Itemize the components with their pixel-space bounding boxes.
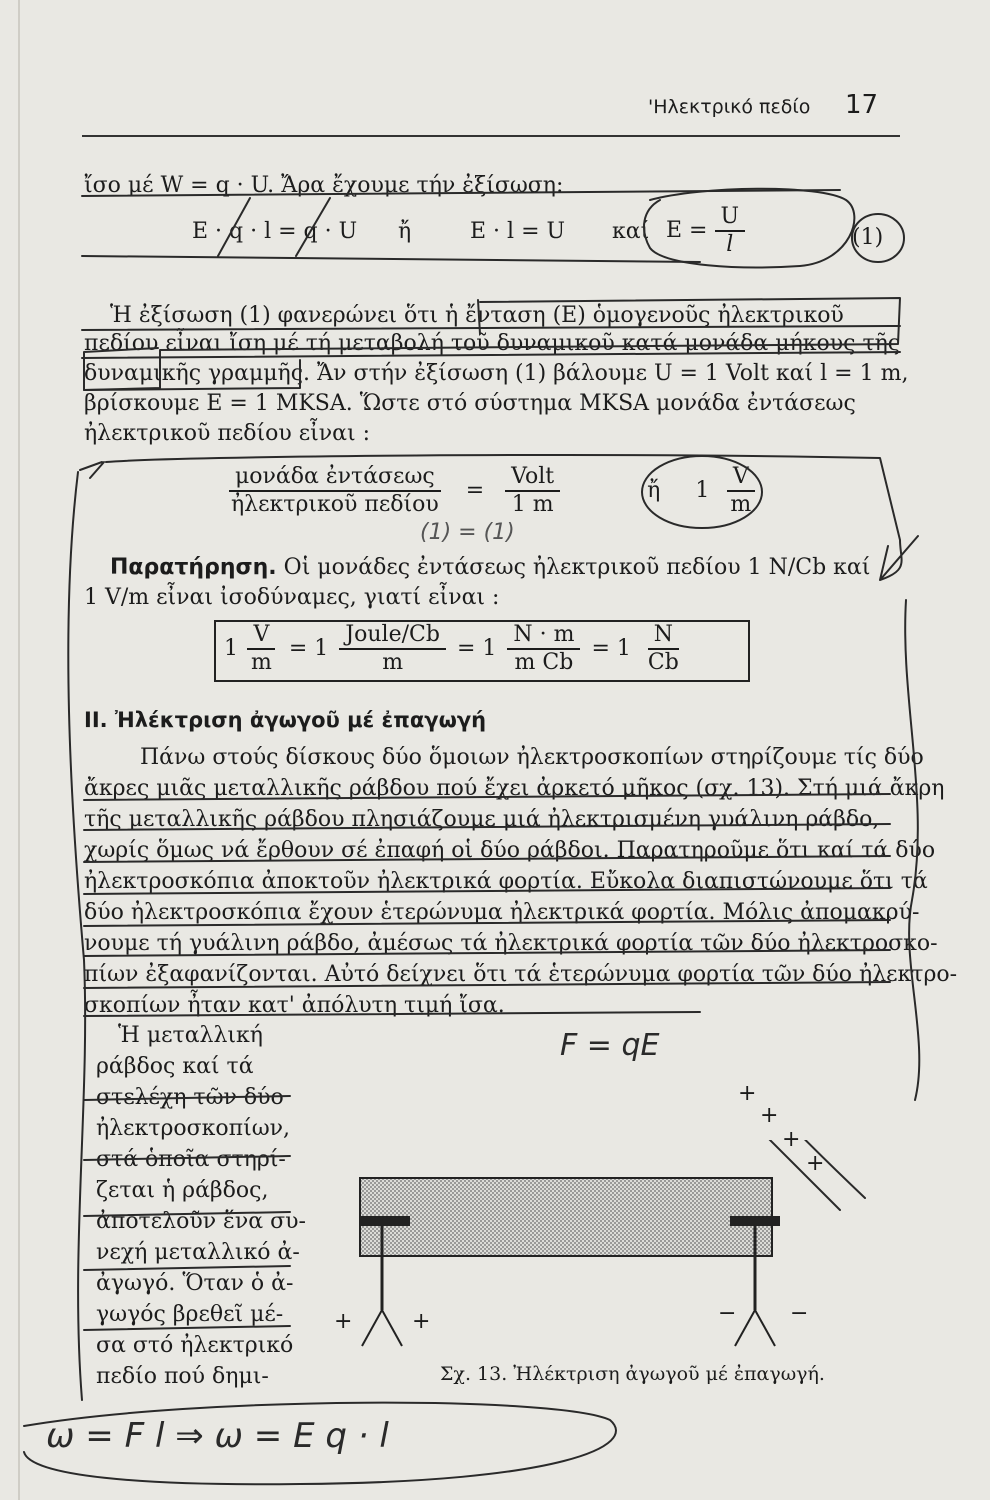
unit-frac-one: 1 <box>695 478 710 503</box>
unit-frac-volt-num: Volt <box>505 464 560 492</box>
definition-box <box>84 298 900 390</box>
para1-line3: δυναμικῆς γραμμῆς. Ἄν στήν ἐξίσωση (1) βάλουμε U = 1 Volt καί l = 1 m, <box>84 361 909 386</box>
eq2-f3n: N · m <box>507 622 580 650</box>
eq2-f3d: m Cb <box>514 650 574 675</box>
para1-line2: πεδίου εἶναι ἴση μέ τή μεταβολή τοῦ δυναμικοῦ κατά μονάδα μήκους τῆς <box>84 331 901 356</box>
unit-frac-eq: = <box>465 478 485 503</box>
para3-line: πεδίο πού δημι- <box>96 1364 269 1389</box>
para1-line1: Ἡ ἐξίσωση (1) φανερώνει ὅτι ἡ ἔνταση (E) ὁμογενοῦς ἠλεκτρικοῦ <box>110 303 844 328</box>
para3-underlines <box>84 1096 290 1330</box>
equation1-part1: E · q · l = q · U <box>192 219 358 244</box>
equation-underlines <box>82 190 840 262</box>
eq2-f4n: N <box>648 622 679 650</box>
right-minus-sign-2: − <box>790 1301 809 1326</box>
para3-line: γωγός βρεθεῖ μέ- <box>96 1302 284 1327</box>
para3-line: ἠλεκτροσκοπίων, <box>96 1116 291 1141</box>
para2-line: ἠλεκτροσκόπια ἀποκτοῦν ἠλεκτρικά φορτία. Εὔκολα διαπιστώνουμε ὅτι τά <box>84 869 928 894</box>
eq2-f2n: Joule/Cb <box>339 622 446 650</box>
para2-line: χωρίς ὅμως νά ἔρθουν σέ ἐπαφή οἱ δύο ράβδοι. Παρατηροῦμε ὅτι καί τά δύο <box>84 838 936 863</box>
equation1-and: καί <box>612 219 650 244</box>
handwritten-margin-note: (1) = (1) <box>420 520 515 545</box>
left-arrow <box>80 462 104 478</box>
definition-box-end <box>84 360 300 390</box>
left-plus-sign-2: + <box>412 1309 431 1334</box>
unit-frac-num: μονάδα ἐντάσεως <box>229 464 441 492</box>
equation1-part2: E · l = U <box>470 219 566 244</box>
page-number: 17 <box>845 90 879 120</box>
para1-underlines <box>82 326 900 358</box>
strike-q-right <box>296 198 330 256</box>
handwritten-bottom-formula: ω = F l ⇒ ω = E q · l <box>46 1416 389 1456</box>
para3-line: Ἡ μεταλλική <box>118 1023 263 1048</box>
para2-line: νουμε τή γυάλινη ράβδο, ἀμέσως τά ἠλεκτρικά φορτία τῶν δύο ἠλεκτροσκο- <box>84 931 938 956</box>
equation1-label: (1) <box>852 225 884 250</box>
figure-caption: Σχ. 13. Ἠλέκτριση ἀγωγοῦ μέ ἐπαγωγή. <box>440 1363 825 1385</box>
handwritten-inline-formula: F = qE <box>560 1028 660 1063</box>
eq2-f1n: V <box>247 622 275 650</box>
para2-underlines <box>84 794 890 1016</box>
rod-plus-4: + <box>806 1151 825 1176</box>
right-minus-sign: − <box>718 1301 737 1326</box>
right-curve-arrow <box>106 455 918 580</box>
eq2-f2d: m <box>382 650 404 675</box>
running-header: 'Ηλεκτρικό πεδίο <box>648 96 811 118</box>
para2-line: ἄκρες μιᾶς μεταλλικῆς ράβδου πού ἔχει ἀρκετό μῆκος (σχ. 13). Στή μιά ἄκρη <box>84 776 945 801</box>
eq2-eq3: = 1 <box>591 636 631 661</box>
circle-label-1 <box>852 214 904 262</box>
unit-frac-or: ἤ <box>647 478 661 503</box>
remark-line2: 1 V/m εἶναι ἰσοδύναμες, γιατί εἶναι : <box>84 585 500 610</box>
circle-v-over-m <box>642 456 762 528</box>
left-margin-loop <box>68 472 85 1400</box>
strike-q-left <box>218 198 250 256</box>
para3-line: σα στό ἠλεκτρικό <box>96 1333 294 1358</box>
para2-line: τῆς μεταλλικῆς ράβδου πλησιάζουμε μιά ἠλεκτρισμένη γυάλινη ράβδο, <box>84 807 880 832</box>
eq2-one: 1 <box>224 636 238 661</box>
para3-line: στά ὁποῖα στηρί- <box>96 1147 286 1172</box>
remark-text1: Οἱ μονάδες ἐντάσεως ἠλεκτρικοῦ πεδίου 1 N/Cb καί <box>283 555 871 580</box>
para1-line4: βρίσκουμε E = 1 MKSA. Ὥστε στό σύστημα MKSA μονάδα ἐντάσεως <box>84 391 856 416</box>
eq2-f1d: m <box>251 650 272 675</box>
section-title: ΙΙ. Ἠλέκτριση ἀγωγοῦ μέ ἐπαγωγή <box>84 708 487 732</box>
eq2-eq2: = 1 <box>456 636 497 661</box>
unit-frac-den: ἠλεκτρικοῦ πεδίου <box>231 492 439 517</box>
eq2-f4d: Cb <box>647 650 679 675</box>
equation1-or: ἤ <box>398 219 412 244</box>
rod-plus-1: + <box>738 1081 757 1106</box>
para3-line: στελέχη τῶν δύο <box>96 1085 284 1110</box>
unit-frac-v: V <box>727 464 755 492</box>
para3-line: νεχή μεταλλικό ἀ- <box>96 1240 300 1265</box>
para2-line: δύο ἠλεκτροσκόπια ἔχουν ἑτερώνυμα ἠλεκτρικά φορτία. Μόλις ἀπομακρύ- <box>84 900 920 925</box>
equation1-num: U <box>715 204 746 232</box>
remark-label: Παρατήρηση. <box>110 555 277 580</box>
para2-line: σκοπίων ἦταν κατ' ἀπόλυτη τιμή ἴσα. <box>84 993 505 1018</box>
left-plus-sign: + <box>334 1309 353 1334</box>
equation1-den: l <box>726 232 734 257</box>
rod-plus-2: + <box>760 1103 779 1128</box>
unit-frac-volt-den: 1 m <box>511 492 554 517</box>
para3-line: ἀγωγό. Ὅταν ὁ ἀ- <box>96 1271 294 1296</box>
para2-line: πίων ἐξαφανίζονται. Αὐτό δείχνει ὅτι τά ἑτερώνυμα φορτία τῶν δύο ἠλεκτρο- <box>84 962 958 987</box>
right-margin-loop <box>905 600 919 1100</box>
circle-equation1 <box>644 189 854 268</box>
unit-frac-m: m <box>730 492 752 517</box>
para3-line: ἀποτελοῦν ἕνα συ- <box>96 1209 306 1234</box>
intro-line: ἴσο μέ W = q · U. Ἄρα ἔχουμε τήν ἐξίσωση: <box>84 173 564 198</box>
para1-line5: ἠλεκτρικοῦ πεδίου εἶναι : <box>84 421 370 446</box>
eq2-eq1: = 1 <box>288 636 329 661</box>
equation1-lhs: E = <box>666 218 708 243</box>
para3-line: ράβδος καί τά <box>96 1054 254 1079</box>
rod-plus-3: + <box>782 1127 801 1152</box>
para2-line: Πάνω στούς δίσκους δύο ὅμοιων ἠλεκτροσκοπίων στηρίζουμε τίς δύο <box>140 745 924 770</box>
para3-line: ζεται ἡ ράβδος, <box>96 1178 269 1203</box>
